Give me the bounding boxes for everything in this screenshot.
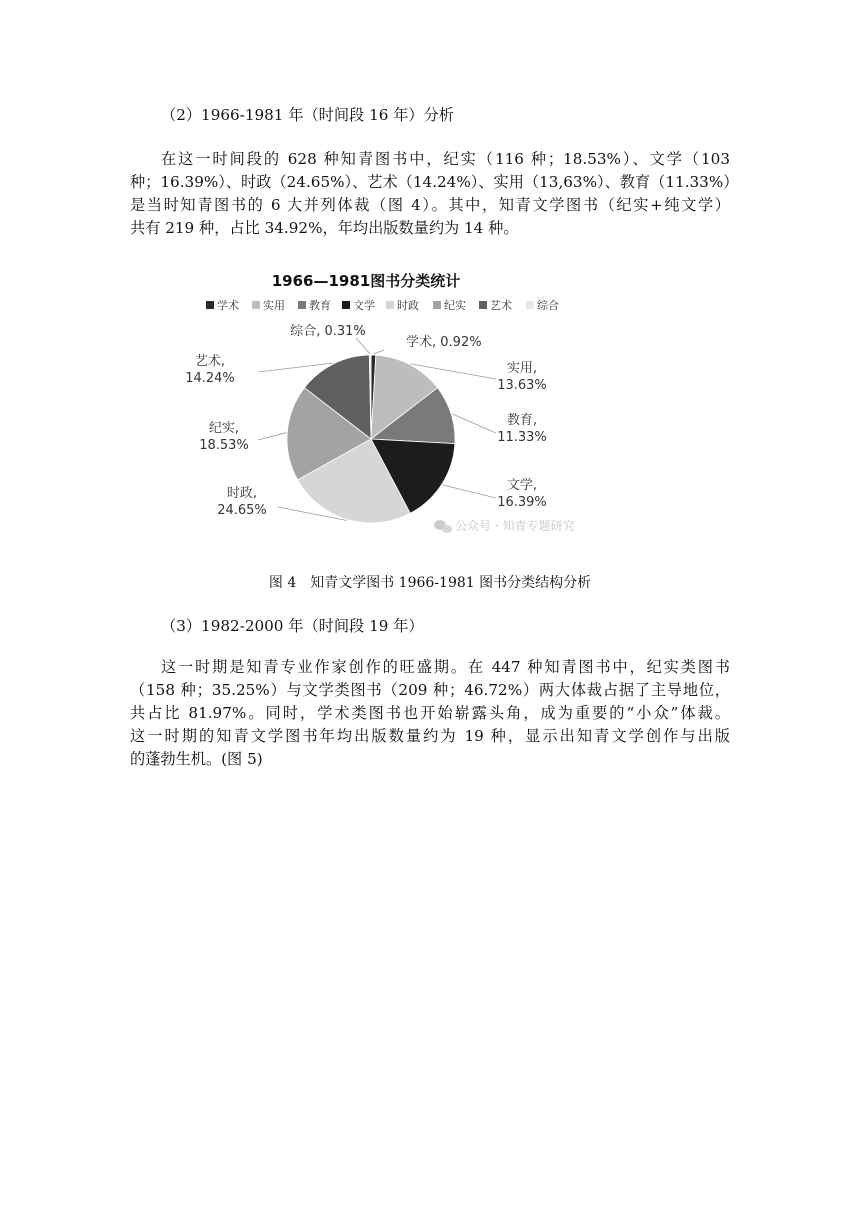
- legend-label-politics: 时政: [397, 299, 419, 312]
- slice-label-literature: 文学, 16.39%: [497, 478, 547, 510]
- paragraph-line: 这一时期是知青专业作家创作的旺盛期。在 447 种知青图书中，纪实类图书: [161, 658, 730, 676]
- pie-chart: [170, 262, 600, 554]
- slice-label-art: 艺术, 14.24%: [185, 354, 235, 386]
- slice-label-politics: 时政, 24.65%: [217, 486, 267, 518]
- legend-swatch-practical: [252, 301, 260, 309]
- paragraph-line: 种；16.39%）、时政（24.65%）、艺术（14.24%）、实用（13,63%）、教育（11.33%）: [130, 173, 739, 191]
- leader-line-literature: [443, 485, 496, 498]
- legend-label-practical: 实用: [263, 299, 285, 312]
- pie-chart-figure: [170, 262, 600, 554]
- slice-label-academic: 学术, 0.92%: [406, 335, 482, 350]
- chart-legend: [206, 298, 559, 312]
- leader-line-education: [452, 414, 496, 433]
- figure-caption: 图 4 知青文学图书 1966-1981 图书分类结构分析: [268, 575, 592, 591]
- legend-label-education: 教育: [309, 299, 331, 312]
- legend-label-art: 艺术: [490, 299, 512, 312]
- paragraph-line: （158 种；35.25%）与文学类图书（209 种；46.72%）两大体裁占据了主导地位，: [130, 681, 730, 699]
- legend-label-academic: 学术: [217, 299, 239, 312]
- legend-swatch-politics: [386, 301, 394, 309]
- legend-swatch-education: [298, 301, 306, 309]
- slice-label-general: 综合, 0.31%: [290, 324, 366, 339]
- legend-label-literature: 文学: [353, 299, 375, 312]
- legend-label-general: 综合: [537, 299, 559, 312]
- slice-label-education: 教育, 11.33%: [497, 413, 547, 445]
- chart-title: 1966—1981图书分类统计: [271, 272, 461, 290]
- leader-line-general: [356, 338, 370, 354]
- watermark-text: 公众号 · 知青专题研究: [455, 519, 575, 533]
- wechat-icon: [434, 520, 452, 533]
- legend-swatch-academic: [206, 301, 214, 309]
- legend-swatch-art: [479, 301, 487, 309]
- paragraph-line: 的蓬勃生机。(图 5): [130, 750, 263, 768]
- legend-label-documentary: 纪实: [444, 299, 466, 312]
- paragraph-line: 是当时知青图书的 6 大并列体裁（图 4）。其中，知青文学图书（纪实+纯文学）: [130, 196, 730, 214]
- slice-label-documentary: 纪实, 18.53%: [199, 421, 249, 453]
- leader-line-documentary: [258, 433, 286, 440]
- paragraph-line: 共占比 81.97%。同时，学术类图书也开始崭露头角，成为重要的“小众”体裁。: [130, 704, 730, 722]
- section-heading-1966-1981: （2）1966-1981 年（时间段 16 年）分析: [161, 106, 454, 124]
- legend-swatch-documentary: [433, 301, 441, 309]
- watermark: [434, 518, 574, 533]
- section-heading-1982-2000: （3）1982-2000 年（时间段 19 年）: [161, 617, 424, 635]
- leader-line-academic: [373, 350, 384, 354]
- paragraph-line: 共有 219 种，占比 34.92%，年均出版数量约为 14 种。: [130, 219, 519, 237]
- paragraph-line: 在这一时间段的 628 种知青图书中，纪实（116 种；18.53%）、文学（103: [161, 150, 730, 168]
- legend-swatch-literature: [342, 301, 350, 309]
- legend-swatch-general: [526, 301, 534, 309]
- pie-slices: [287, 355, 455, 523]
- slice-label-practical: 实用, 13.63%: [497, 361, 547, 393]
- paragraph-line: 这一时期的知青文学图书年均出版数量约为 19 种，显示出知青文学创作与出版: [130, 727, 730, 745]
